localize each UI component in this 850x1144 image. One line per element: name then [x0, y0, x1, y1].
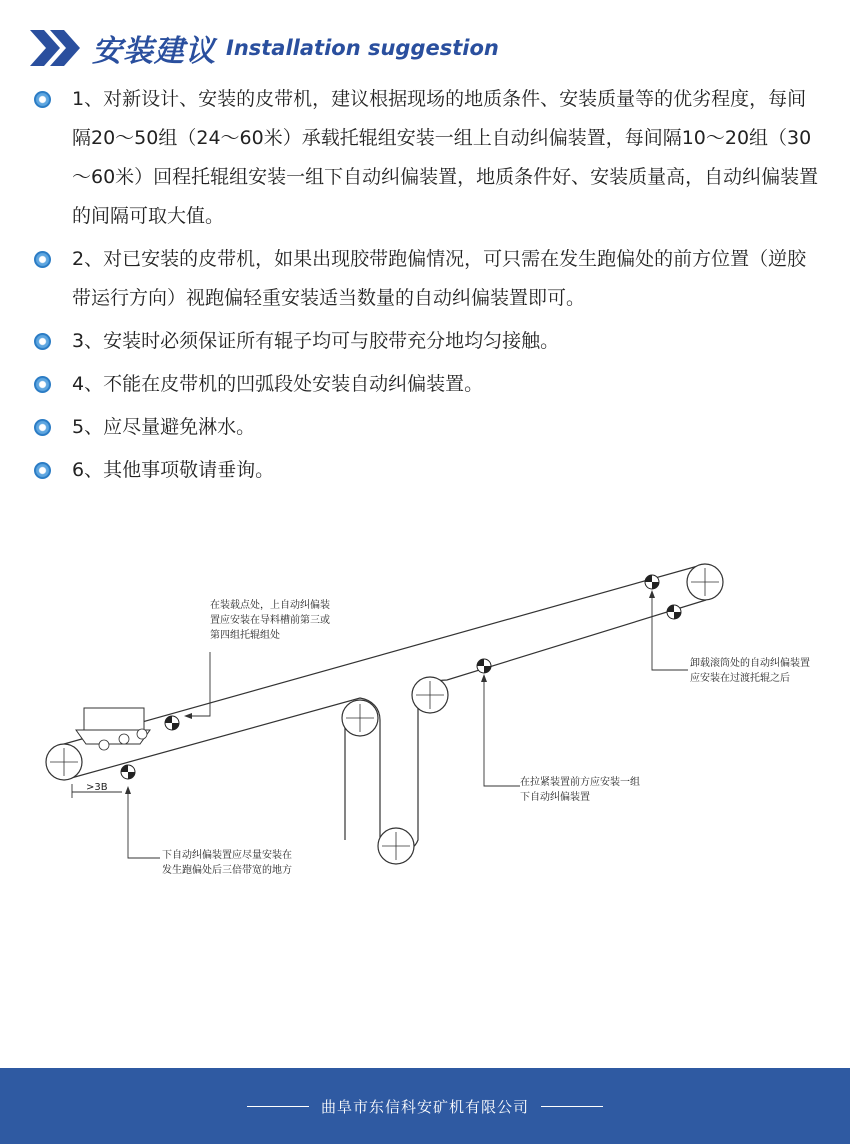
- double-chevron-icon: [28, 26, 86, 70]
- list-item: [34, 451, 824, 490]
- belt-return-line: [64, 600, 706, 852]
- bullet-icon: [34, 419, 51, 436]
- bullet-icon: [34, 251, 51, 268]
- tracking-devices: [121, 575, 681, 779]
- label-tension-2: 下自动纠偏装置: [520, 792, 590, 803]
- list-item: [34, 240, 824, 318]
- list-item: [34, 365, 824, 404]
- bullet-icon: [34, 462, 51, 479]
- company-name: 曲阜市东信科安矿机有限公司: [320, 1097, 529, 1116]
- dimension-label: >3B: [86, 782, 108, 793]
- section-title-cn: 安装建议: [92, 34, 216, 69]
- list-item-text: 4、不能在皮带机的凹弧段处安装自动纠偏装置。: [72, 373, 484, 395]
- list-item-text: 2、对已安装的皮带机，如果出现胶带跑偏情况，可只需在发生跑偏处的前方位置（逆胶带运行方向）视跑偏轻重安装适当数量的自动纠偏装置即可。: [72, 248, 807, 309]
- label-lower-1: 下自动纠偏装置应尽量安装在: [162, 850, 292, 861]
- label-tension-1: 在拉紧装置前方应安装一组: [520, 777, 640, 788]
- bullet-icon: [34, 333, 51, 350]
- bullet-icon: [34, 376, 51, 393]
- list-item-text: 5、应尽量避免淋水。: [72, 416, 256, 438]
- conveyor-diagram: [0, 540, 850, 900]
- section-title-en: Installation suggestion: [226, 36, 499, 60]
- label-unload-1: 卸载滚筒处的自动纠偏装置: [690, 658, 810, 669]
- label-loading-point-1: 在装载点处，上自动纠偏装: [210, 600, 330, 611]
- belt-upper-line: [64, 564, 705, 744]
- bullet-icon: [34, 91, 51, 108]
- list-item-text: 1、对新设计、安装的皮带机，建议根据现场的地质条件、安装质量等的优劣程度，每间隔20～50组（24～60米）承载托辊组安装一组上自动纠偏装置，每间隔10～20组（30～60米）回程托辊组安装一组下自动纠偏装置，地质条件好、安装质量高，自动纠偏装置的间隔可取大值。: [72, 88, 819, 227]
- list-item: [34, 408, 824, 447]
- list-item-text: 3、安装时必须保证所有辊子均可与胶带充分地均匀接触。: [72, 330, 560, 352]
- footer-divider-left: [247, 1106, 309, 1107]
- feed-hopper: [76, 708, 150, 744]
- footer-divider-right: [541, 1106, 603, 1107]
- label-unload-2: 应安装在过渡托辊之后: [690, 673, 790, 684]
- pulley-drums: [46, 564, 723, 864]
- label-loading-point-2: 置应安装在导料槽前第三或: [210, 615, 330, 626]
- section-header: [28, 18, 499, 78]
- label-lower-2: 发生跑偏处后三倍带宽的地方: [162, 865, 292, 876]
- suggestion-list: [34, 80, 824, 494]
- list-item: [34, 80, 824, 236]
- footer-bar: [0, 1068, 850, 1144]
- label-loading-point-3: 第四组托辊组处: [210, 630, 280, 641]
- list-item: [34, 322, 824, 361]
- list-item-text: 6、其他事项敬请垂询。: [72, 459, 275, 481]
